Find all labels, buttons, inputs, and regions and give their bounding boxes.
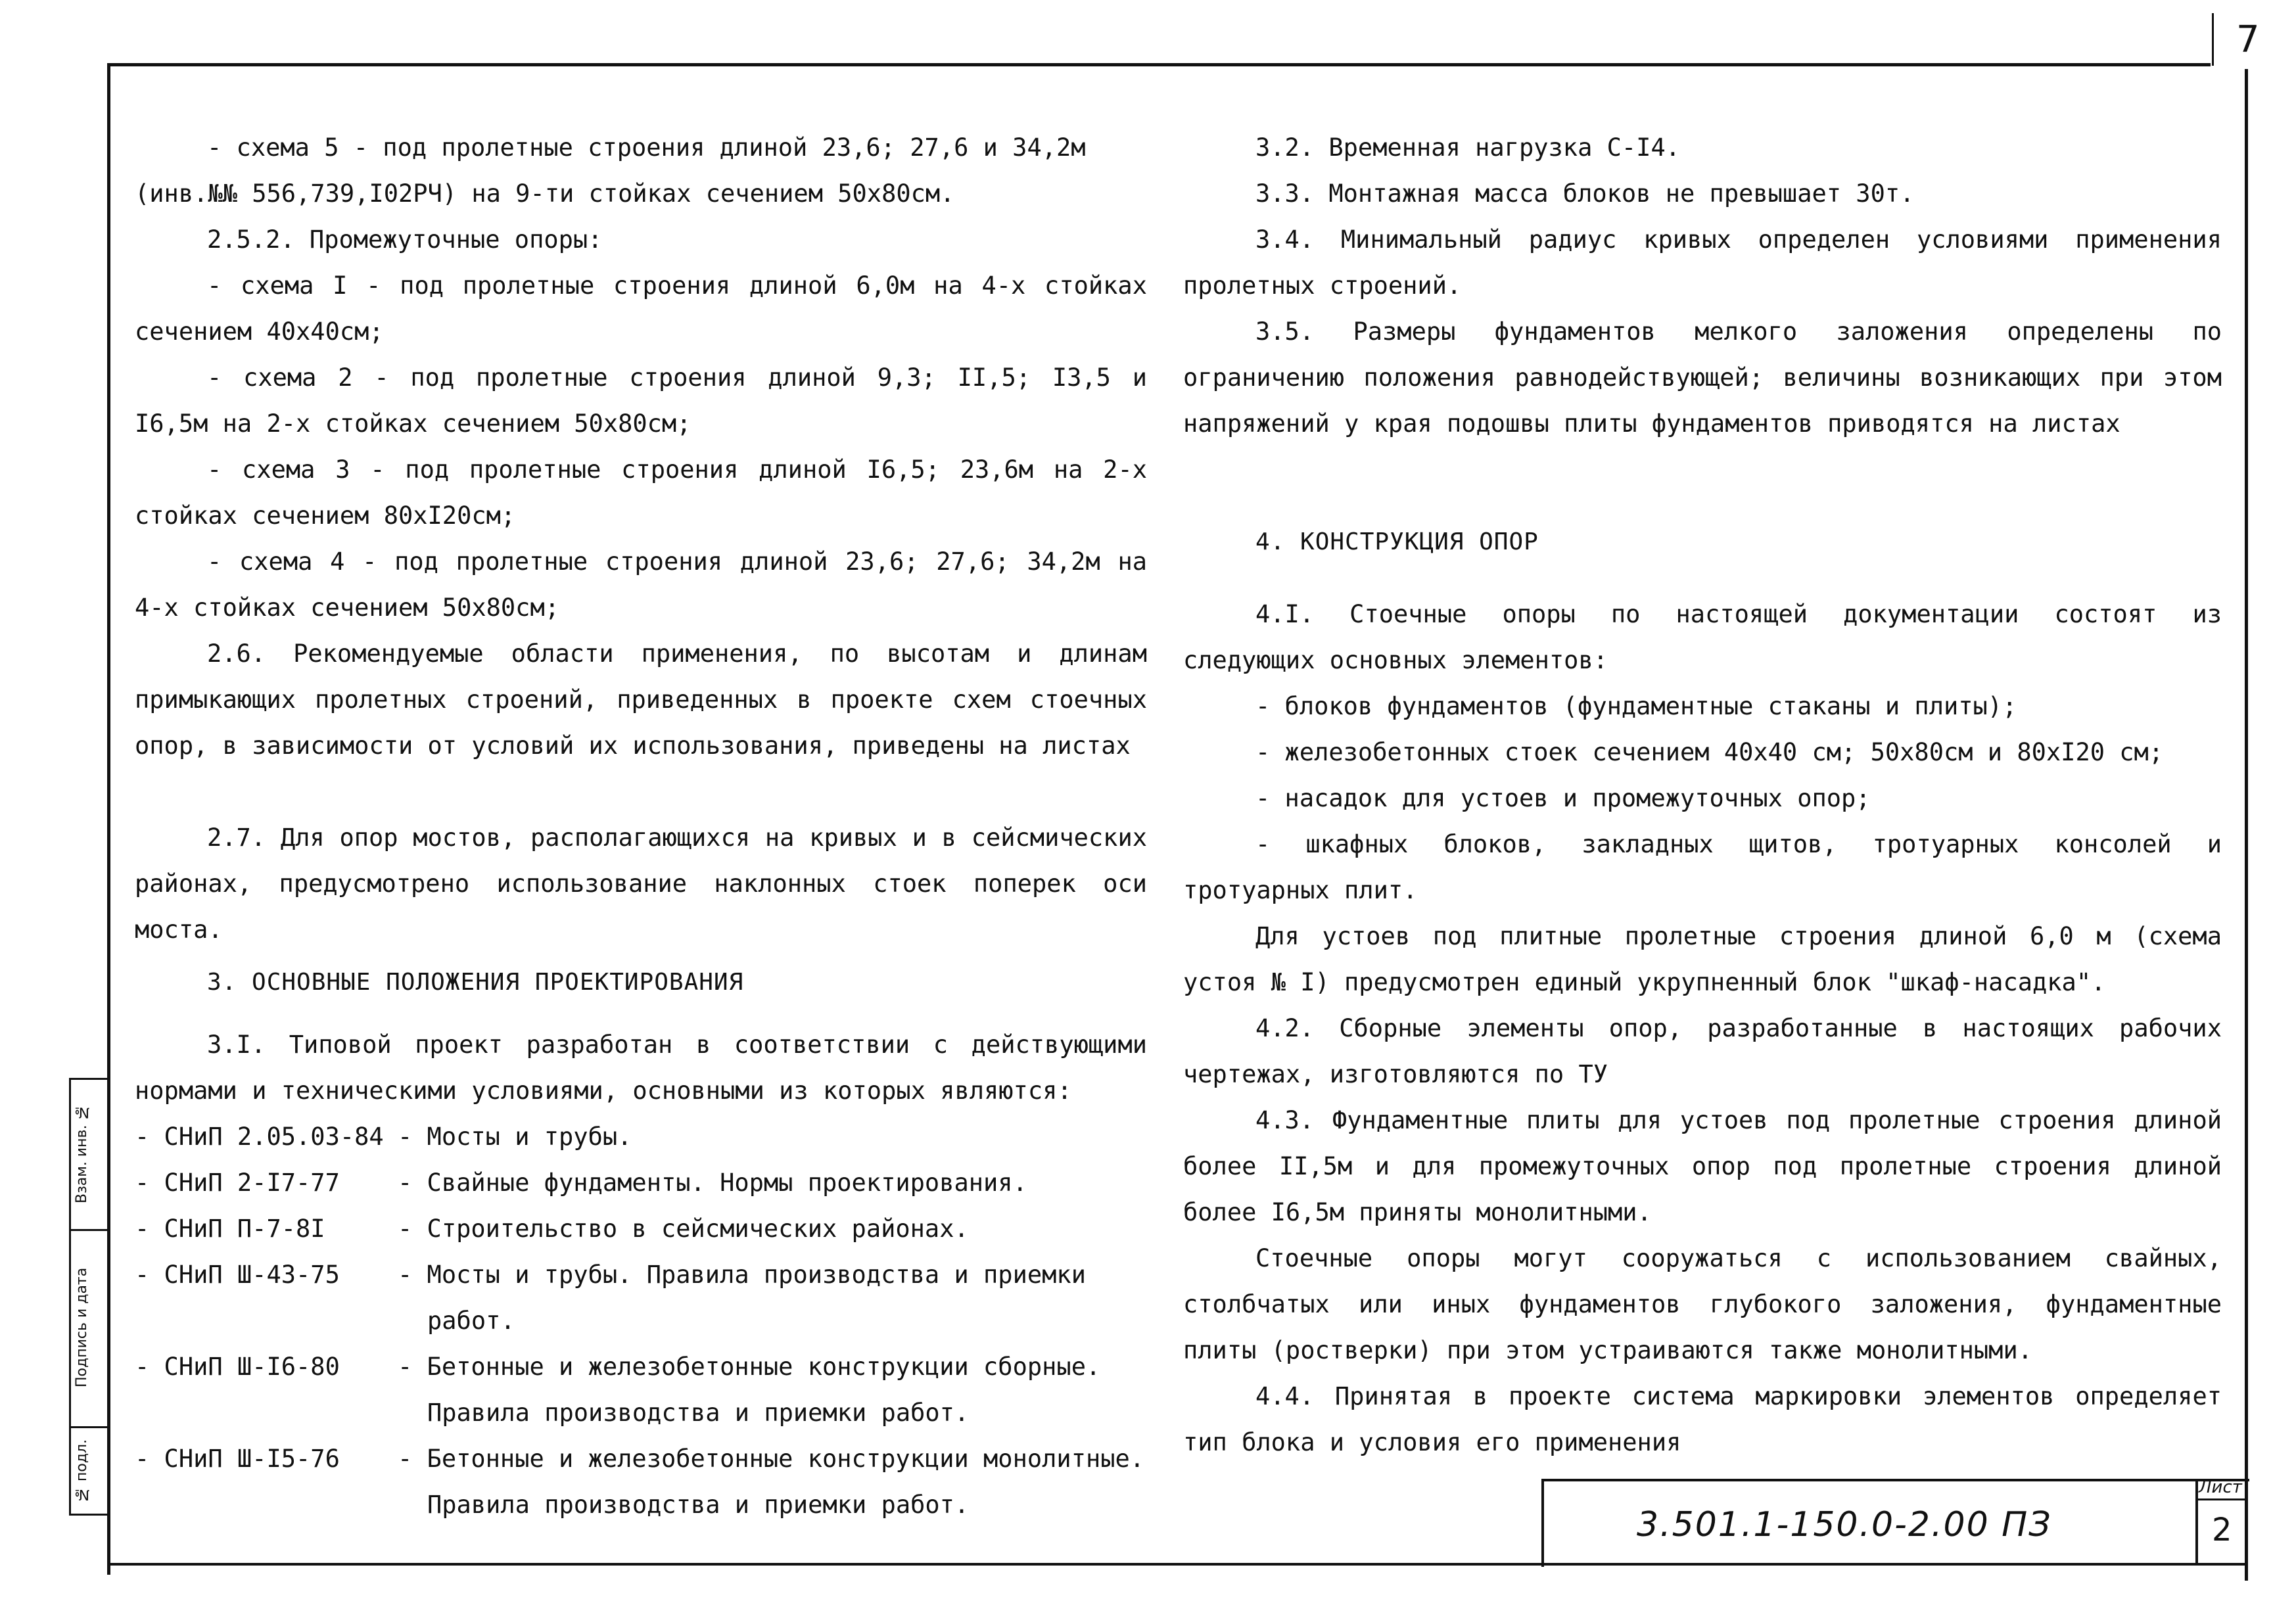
list-item	[135, 1344, 1147, 1436]
standard-code: - СНиП Ш-I6-80	[135, 1353, 340, 1381]
list-item: - шкафных блоков, закладных щитов, тротуарных консолей и тротуарных плит.	[1183, 830, 2222, 904]
stamp-divider	[69, 1426, 108, 1428]
paragraph: 3.2. Временная нагрузка С-I4.	[1255, 133, 1681, 162]
list-item: - насадок для устоев и промежуточных опор;	[1255, 784, 1871, 812]
sheet-number: 2	[2212, 1512, 2232, 1548]
sheet-label: Лист	[2199, 1477, 2242, 1497]
paragraph: - схема I - под пролетные строения длиной 6,0м на 4-х стойках сечением 40х40см;	[135, 271, 1147, 346]
paragraph: 4.I. Стоечные опоры по настоящей документации состоят из следующих основных элементов:	[1183, 600, 2222, 674]
stamp-divider	[69, 1229, 108, 1231]
paragraph: - схема 4 - под пролетные строения длиной 23,6; 27,6; 34,2м на 4-х стойках сечением 50х80см;	[135, 547, 1147, 622]
standard-code: - СНиП Ш-43-75	[135, 1261, 340, 1289]
list-item	[135, 1114, 1147, 1160]
list-item	[135, 1206, 1147, 1252]
list-item: - блоков фундаментов (фундаментные стаканы и плиты);	[1255, 692, 2017, 720]
section-heading: 3. ОСНОВНЫЕ ПОЛОЖЕНИЯ ПРОЕКТИРОВАНИЯ	[207, 969, 744, 996]
paragraph: - схема 3 - под пролетные строения длиной I6,5; 23,6м на 2-х стойках сечением 80хI20см;	[135, 455, 1147, 530]
frame-line	[2245, 69, 2248, 1581]
frame-line	[2212, 13, 2214, 66]
paragraph: 2.7. Для опор мостов, располагающихся на кривых и в сейсмических районах, предусмотрено использование наклонных стоек поперек оси моста.	[135, 824, 1147, 944]
standard-title: - Свайные фундаменты. Нормы проектирования.	[398, 1169, 1027, 1197]
paragraph: 2.5.2. Промежуточные опоры:	[207, 225, 603, 254]
paragraph: 3.4. Минимальный радиус кривых определен условиями применения пролетных строений.	[1183, 225, 2222, 300]
standard-title: - Мосты и трубы.	[398, 1123, 632, 1151]
paragraph: - схема 5 - под пролетные строения длиной 23,6; 27,6 и 34,2м	[207, 133, 1086, 162]
paragraph: 4.4. Принятая в проекте система маркировки элементов определяет тип блока и условия его применения	[1183, 1382, 2222, 1456]
paragraph: Для устоев под плитные пролетные строения длиной 6,0 м (схема устоя № I) предусмотрен единый укрупненный блок "шкаф-насадка".	[1183, 922, 2222, 996]
stamp-label: Подпись и дата	[74, 1267, 90, 1388]
paragraph: 3.5. Размеры фундаментов мелкого заложения определены по ограничению положения равнодействующей; величины возникающих при этом напряжений у края подошвы плиты фундаментов приводятся на листах	[1183, 317, 2222, 438]
paragraph: (инв.№№ 556,739,I02РЧ) на 9-ти стойках сечением 50х80см.	[135, 179, 955, 208]
paragraph: - схема 2 - под пролетные строения длиной 9,3; II,5; I3,5 и I6,5м на 2-х стойках сечением 50х80см;	[135, 363, 1147, 438]
paragraph: Стоечные опоры могут сооружаться с использованием свайных, столбчатых или иных фундаментов глубокого заложения, фундаментные плиты (ростверки) при этом устраиваются также монолитными.	[1183, 1244, 2222, 1364]
paragraph: 4.3. Фундаментные плиты для устоев под пролетные строения длиной более II,5м и для промежуточных опор под пролетные строения длиной более I6,5м приняты монолитными.	[1183, 1106, 2222, 1226]
right-column	[1183, 125, 2222, 1466]
standard-title: - Бетонные и железобетонные конструкции сборные. Правила производства и приемки работ.	[398, 1353, 1101, 1427]
list-item	[135, 1436, 1147, 1528]
page-number: 7	[2236, 18, 2260, 61]
standard-title: - Строительство в сейсмических районах.	[398, 1215, 969, 1243]
list-item	[135, 1160, 1147, 1206]
stamp-label: Взам. инв. №	[74, 1104, 90, 1203]
document-code: 3.501.1-150.0-2.00 ПЗ	[1637, 1505, 2052, 1545]
sheet-divider	[2195, 1498, 2247, 1500]
standards-list	[135, 1114, 1147, 1528]
section-heading: 4. КОНСТРУКЦИЯ ОПОР	[1255, 528, 1539, 555]
standard-code: - СНиП П-7-8I	[135, 1215, 325, 1243]
left-column	[135, 125, 1147, 1528]
standard-code: - СНиП 2-I7-77	[135, 1169, 340, 1197]
standard-title: - Мосты и трубы. Правила производства и приемки работ.	[398, 1261, 1086, 1335]
paragraph: 4.2. Сборные элементы опор, разработанные в настоящих рабочих чертежах, изготовляются по ТУ	[1183, 1014, 2222, 1088]
standard-code: - СНиП Ш-I5-76	[135, 1445, 340, 1473]
stamp-label: № подл.	[74, 1439, 90, 1502]
paragraph: 3.I. Типовой проект разработан в соответствии с действующими нормами и техническими условиями, основными из которых являются:	[135, 1031, 1147, 1105]
paragraph: 3.3. Монтажная масса блоков не превышает 30т.	[1255, 179, 1915, 208]
frame-line	[107, 63, 2211, 66]
list-item	[135, 1252, 1147, 1344]
standard-code: - СНиП 2.05.03-84	[135, 1123, 384, 1151]
paragraph: 2.6. Рекомендуемые области применения, по высотам и длинам примыкающих пролетных строений, приведенных в проекте схем стоечных опор, в зависимости от условий их использования, приведены на листах	[135, 639, 1147, 760]
list-item: - железобетонных стоек сечением 40х40 см; 50х80см и 80хI20 см;	[1255, 738, 2164, 766]
standard-title: - Бетонные и железобетонные конструкции монолитные. Правила производства и приемки работ.	[398, 1445, 1145, 1519]
